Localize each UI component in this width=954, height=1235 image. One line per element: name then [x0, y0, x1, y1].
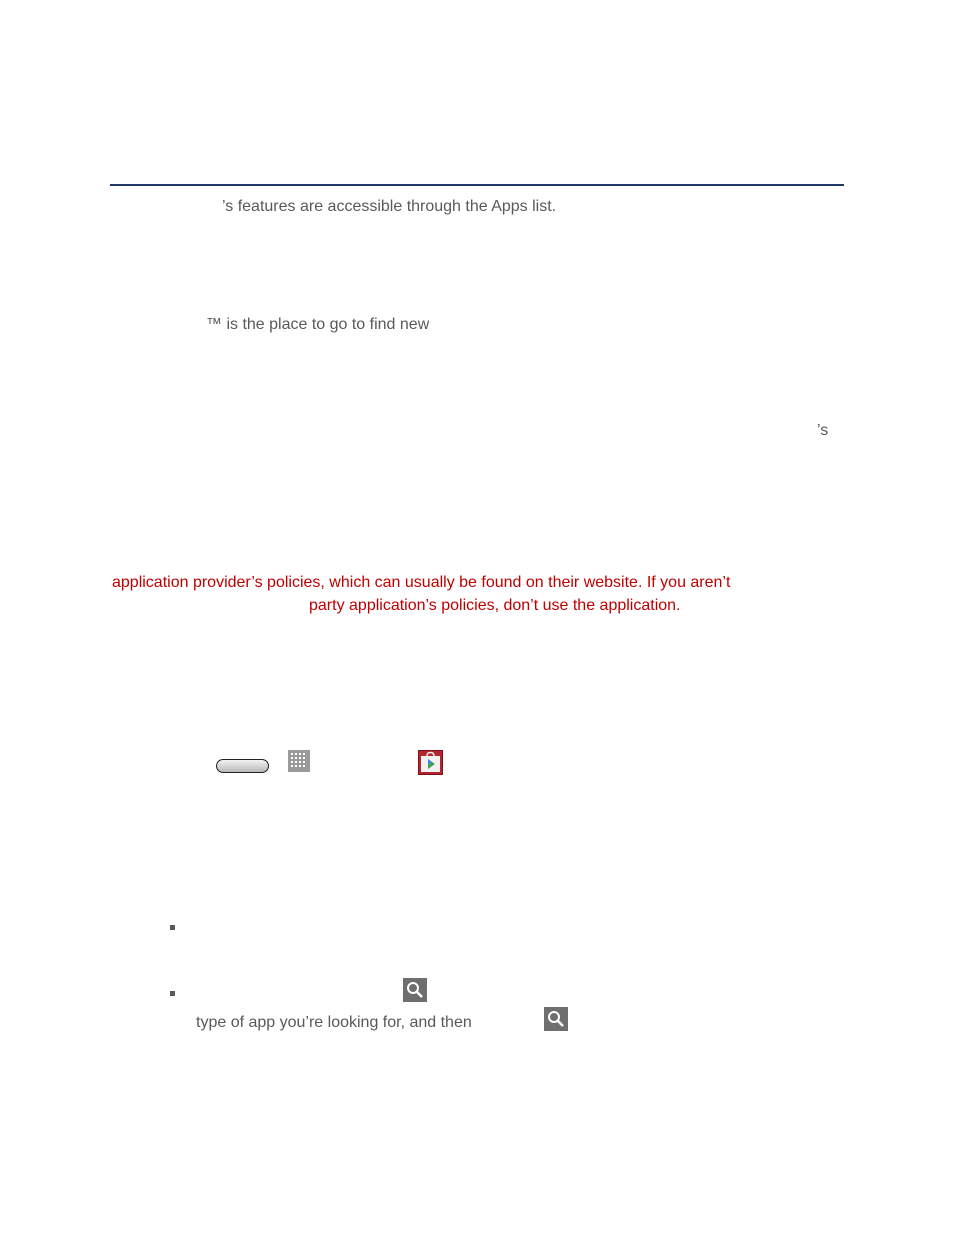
apps-grid-icon: [288, 750, 310, 772]
search-icon: [403, 978, 427, 1002]
apps-list-text: ’s features are accessible through the Apps list.: [222, 198, 557, 215]
bullet-marker: [170, 925, 175, 930]
bullet-marker: [170, 991, 175, 996]
warning-line-1: application provider’s policies, which can usually be found on their website. If you aren’t: [112, 574, 731, 591]
section-divider: [110, 184, 844, 186]
possessive-fragment: ’s: [817, 422, 829, 439]
search-instruction-text: type of app you’re looking for, and then: [196, 1014, 472, 1031]
google-play-text: ™ is the place to go to find new: [206, 316, 430, 333]
warning-line-2: party application’s policies, don’t use the application.: [309, 597, 681, 614]
play-store-icon: [418, 750, 443, 775]
home-button-icon: [216, 759, 269, 773]
search-icon: [544, 1007, 568, 1031]
